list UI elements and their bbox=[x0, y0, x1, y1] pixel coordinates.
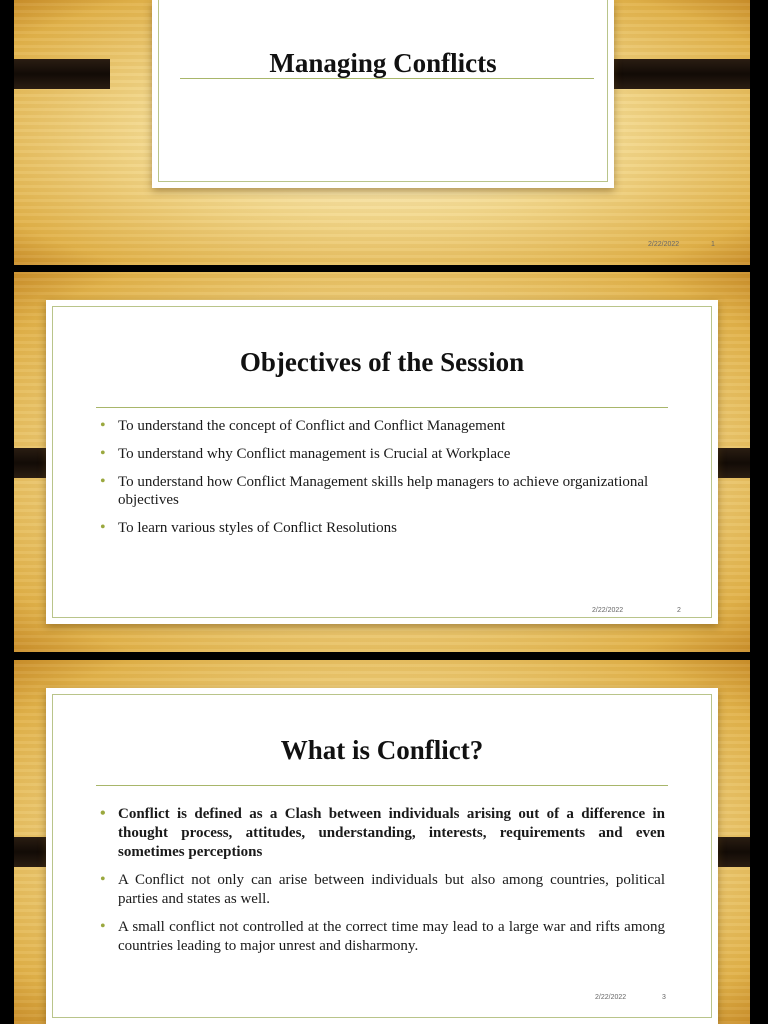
slide-1-card bbox=[152, 0, 614, 188]
title-rule bbox=[96, 407, 668, 408]
slide-date: 2/22/2022 bbox=[592, 607, 624, 614]
slide-number: 1 bbox=[711, 241, 715, 248]
list-item: • To understand how Conflict Management skills help managers to achieve organizational objectives bbox=[100, 473, 670, 509]
list-item: • To understand the concept of Conflict and Conflict Management bbox=[100, 417, 670, 435]
slide-title: Managing Conflicts bbox=[269, 48, 497, 78]
slide-title: What is Conflict? bbox=[280, 735, 484, 765]
list-item: • A small conflict not controlled at the correct time may lead to a large war and rifts among countries leading to major unrest and disharmony. bbox=[100, 918, 665, 956]
slide-title: Objectives of the Session bbox=[239, 347, 525, 377]
title-rule bbox=[180, 78, 594, 79]
slide-3-card bbox=[46, 688, 718, 1024]
list-item: • To understand why Conflict management is Crucial at Workplace bbox=[100, 445, 670, 463]
list-item: • A Conflict not only can arise between individuals but also among countries, political parties and states as well. bbox=[100, 871, 665, 909]
left-binder-bar bbox=[14, 448, 50, 478]
left-binder-bar bbox=[14, 59, 110, 89]
slide-3 bbox=[14, 660, 750, 1024]
slide-date: 2/22/2022 bbox=[648, 241, 680, 248]
slide-number: 2 bbox=[677, 607, 681, 614]
right-binder-bar bbox=[602, 59, 750, 89]
bullet-list bbox=[100, 805, 665, 956]
bullet-list bbox=[100, 417, 670, 537]
slide-number: 3 bbox=[662, 994, 666, 1001]
slide-2 bbox=[14, 272, 750, 652]
slide-date: 2/22/2022 bbox=[595, 994, 627, 1001]
title-rule bbox=[96, 785, 668, 786]
slide-1 bbox=[14, 0, 750, 265]
list-item: • To learn various styles of Conflict Resolutions bbox=[100, 519, 670, 537]
list-item: • Conflict is defined as a Clash between individuals arising out of a difference in thought process, attitudes, understanding, interests, requirements and even sometimes perceptions bbox=[100, 805, 665, 862]
slide-2-card bbox=[46, 300, 718, 624]
